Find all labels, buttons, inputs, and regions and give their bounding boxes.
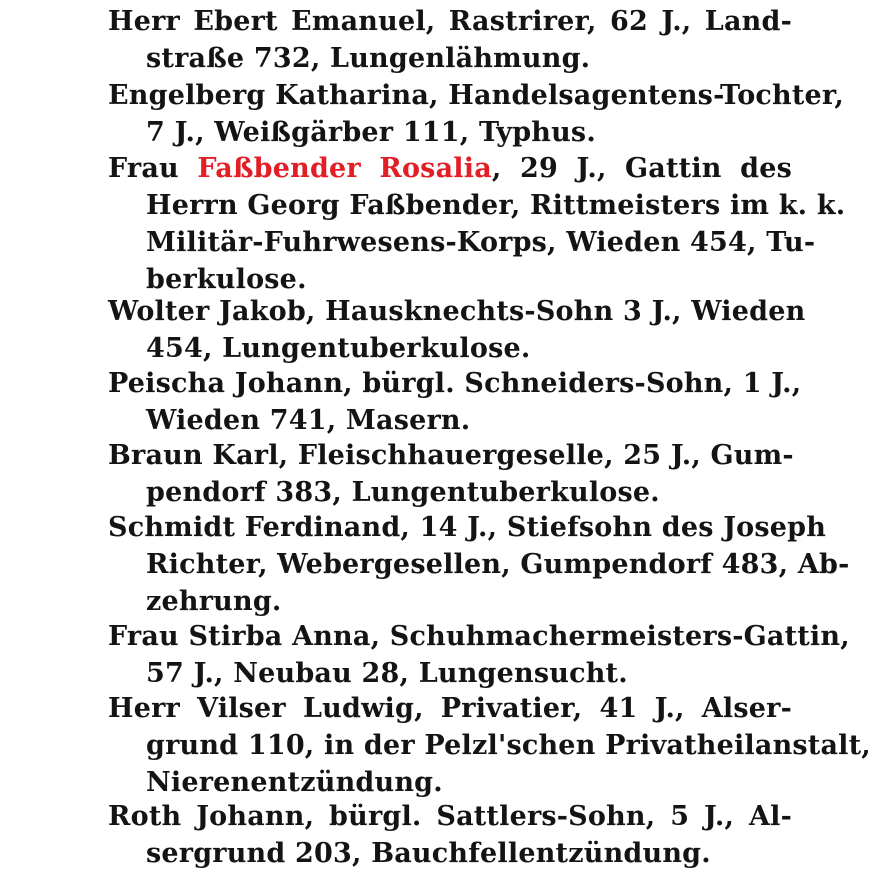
entry-line: Frau Stirba Anna, Schuhmachermeisters-Gattin, (108, 621, 850, 652)
entry-line (108, 150, 792, 187)
entry-line: Schmidt Ferdinand, 14 J., Stiefsohn des Joseph (108, 512, 827, 543)
entry-line: Herr Ebert Emanuel, Rastrirer, 62 J., Land- (108, 6, 792, 37)
entry-line: sergrund 203, Bauchfellentzündung. (146, 838, 711, 869)
entry-peischa-johann (108, 365, 802, 439)
entry-line: grund 110, in der Pelzl'schen Privatheilanstalt, (146, 730, 871, 761)
entry-line: 57 J., Neubau 28, Lungensucht. (146, 658, 628, 689)
entry-line: Peischa Johann, bürgl. Schneiders-Sohn, 1 J., (108, 368, 802, 399)
entry-line: pendorf 383, Lungentuberkulose. (146, 477, 660, 508)
entry-schmidt-ferdinand (108, 509, 850, 620)
entry-roth-johann (108, 798, 792, 872)
entry-line: 7 J., Weißgärber 111, Typhus. (146, 117, 596, 148)
entry-stirba-anna (108, 618, 850, 692)
entry-line: Engelberg Katharina, Handelsagentens-Tochter, (108, 80, 844, 111)
entry-ebert-emanuel (108, 3, 792, 77)
entry-line: 454, Lungentuberkulose. (146, 333, 531, 364)
entry-prefix: Frau (108, 153, 198, 184)
entry-fassbender-rosalia (108, 150, 846, 298)
entry-line: Richter, Webergesellen, Gumpendorf 483, Ab- (146, 549, 850, 580)
highlighted-name: Faßbender Rosalia (197, 153, 492, 184)
entry-vilser-ludwig (108, 690, 871, 801)
entry-line: Nierenentzündung. (146, 767, 443, 798)
entry-line: Wieden 741, Masern. (146, 405, 471, 436)
entry-line: straße 732, Lungenlähmung. (146, 43, 591, 74)
entry-line: berkulose. (146, 264, 307, 295)
entry-line: Herr Vilser Ludwig, Privatier, 41 J., Alser- (108, 693, 792, 724)
entry-suffix: , 29 J., Gattin des (491, 153, 792, 184)
entry-line: Herrn Georg Faßbender, Rittmeisters im k. k. (146, 190, 846, 221)
entry-line: Wolter Jakob, Hausknechts-Sohn 3 J., Wieden (108, 296, 806, 327)
entry-engelberg-katharina (108, 77, 844, 151)
entry-line: Braun Karl, Fleischhauergeselle, 25 J., Gum- (108, 440, 794, 471)
entry-wolter-jakob (108, 293, 806, 367)
entry-line: zehrung. (146, 586, 282, 617)
entry-line: Roth Johann, bürgl. Sattlers-Sohn, 5 J., Al- (108, 801, 792, 832)
entry-braun-karl (108, 437, 792, 511)
entry-line: Militär-Fuhrwesens-Korps, Wieden 454, Tu- (146, 227, 816, 258)
